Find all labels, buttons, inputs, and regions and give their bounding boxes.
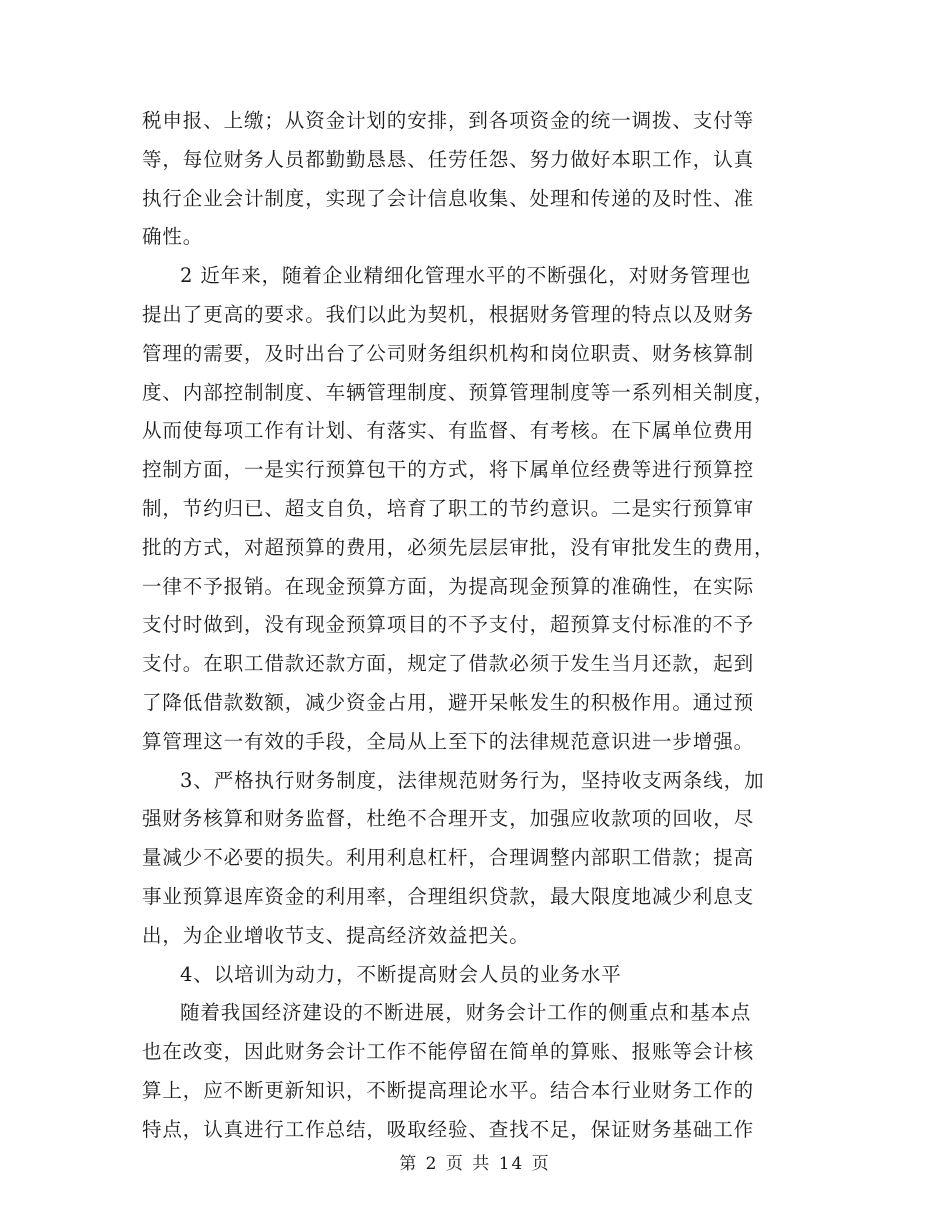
text-line: 特点，认真进行工作总结，吸取经验、查找不足，保证财务基础工作: [142, 1117, 755, 1141]
text-line: 3、严格执行财务制度，法律规范财务行为，坚持收支两条线，加: [180, 768, 765, 792]
text-line: 事业预算退库资金的利用率，合理组织贷款，最大限度地减少利息支: [142, 884, 755, 908]
text-line: 度、内部控制制度、车辆管理制度、预算管理制度等一系列相关制度，: [142, 380, 775, 404]
text-line: 批的方式，对超预算的费用，必须先层层审批，没有审批发生的费用，: [142, 535, 775, 559]
text-line: 等，每位财务人员都勤勤恳恳、任劳任怨、努力做好本职工作，认真: [142, 147, 755, 171]
text-line: 强财务核算和财务监督，杜绝不合理开支，加强应收款项的回收，尽: [142, 807, 755, 831]
text-line: 出，为企业增收节支、提高经济效益把关。: [142, 923, 530, 947]
text-line: 支付。在职工借款还款方面，规定了借款必须于发生当月还款，起到: [142, 652, 755, 676]
text-line: 支付时做到，没有现金预算项目的不予支付，超预算支付标准的不予: [142, 613, 755, 637]
page-number: 第 2 页 共 14 页: [399, 1154, 551, 1174]
text-line: 随着我国经济建设的不断进展，财务会计工作的侧重点和基本点: [180, 1001, 752, 1025]
text-line: 了降低借款数额，减少资金占用，避开呆帐发生的积极作用。通过预: [142, 690, 755, 714]
text-line: 2 近年来，随着企业精细化管理水平的不断强化，对财务管理也: [180, 264, 752, 288]
text-line: 算上，应不断更新知识，不断提高理论水平。结合本行业财务工作的: [142, 1078, 755, 1102]
text-line: 也在改变，因此财务会计工作不能停留在简单的算账、报账等会计核: [142, 1040, 755, 1064]
text-line: 算管理这一有效的手段，全局从上至下的法律规范意识进一步增强。: [142, 729, 755, 753]
text-line: 从而使每项工作有计划、有落实、有监督、有考核。在下属单位费用: [142, 419, 755, 443]
text-line: 管理的需要，及时出台了公司财务组织机构和岗位职责、财务核算制: [142, 341, 755, 365]
text-line: 税申报、上缴；从资金计划的安排，到各项资金的统一调拨、支付等: [142, 109, 755, 132]
document-body: [142, 102, 808, 1150]
text-line: 确性。: [142, 225, 204, 249]
text-line: 提出了更高的要求。我们以此为契机，根据财务管理的特点以及财务: [142, 302, 755, 326]
text-line: 制，节约归已、超支自负，培育了职工的节约意识。二是实行预算审: [142, 496, 755, 520]
text-line: 执行企业会计制度，实现了会计信息收集、处理和传递的及时性、准: [142, 186, 755, 210]
text-line: 控制方面，一是实行预算包干的方式，将下属单位经费等进行预算控: [142, 458, 755, 482]
text-line: 一律不予报销。在现金预算方面，为提高现金预算的准确性，在实际: [142, 574, 755, 598]
text-line: 量减少不必要的损失。利用利息杠杆，合理调整内部职工借款；提高: [142, 846, 755, 870]
text-line: 4、以培训为动力，不断提高财会人员的业务水平: [180, 962, 622, 986]
